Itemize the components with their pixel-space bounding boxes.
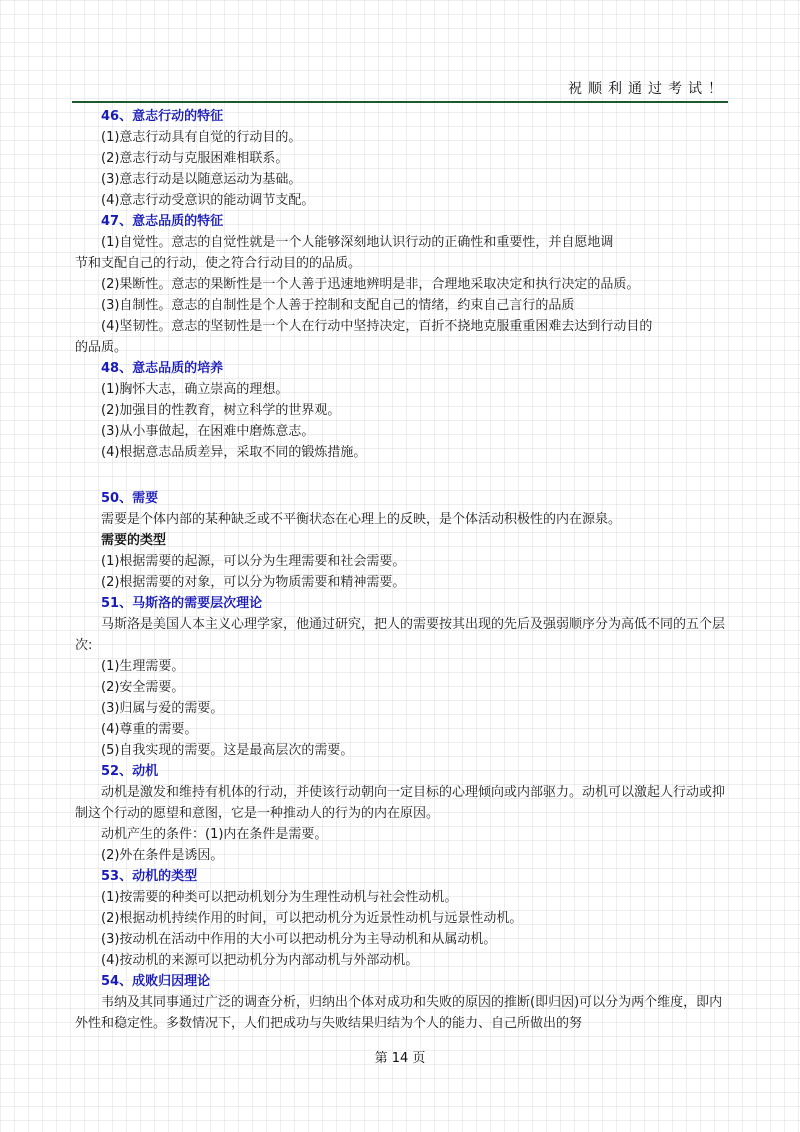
section-53-title: 53、动机的类型 xyxy=(101,869,198,884)
list-item: (2)根据动机持续作用的时间，可以把动机分为近景性动机与远景性动机。 xyxy=(101,911,523,926)
list-item: (3)按动机在活动中作用的大小可以把动机分为主导动机和从属动机。 xyxy=(101,932,497,947)
page-number: 第 14 页 xyxy=(374,1051,426,1066)
list-item: (4)尊重的需要。 xyxy=(101,722,198,737)
list-item: (4)意志行动受意识的能动调节支配。 xyxy=(101,193,315,208)
list-item: (2)外在条件是诱因。 xyxy=(101,848,224,863)
list-item: (1)根据需要的起源，可以分为生理需要和社会需要。 xyxy=(101,554,406,569)
section-54-title: 54、成败归因理论 xyxy=(101,974,211,989)
section-48-title: 48、意志品质的培养 xyxy=(101,361,224,376)
section-46-title: 46、意志行动的特征 xyxy=(101,109,224,124)
section-51-title: 51、马斯洛的需要层次理论 xyxy=(101,596,263,611)
list-item: (1)生理需要。 xyxy=(101,659,185,674)
list-item: (4)按动机的来源可以把动机分为内部动机与外部动机。 xyxy=(101,953,419,968)
definition-paragraph: 动机是激发和维持有机体的行动，并使该行动朝向一定目标的心理倾向或内部驱力。动机可以激起人行动或抑制这个行动的愿望和意图，它是一种推动人的行为的内在原因。 xyxy=(75,785,726,821)
list-item: (2)加强目的性教育，树立科学的世界观。 xyxy=(101,403,341,418)
list-item: 动机产生的条件：(1)内在条件是需要。 xyxy=(101,827,328,842)
list-item: (3)自制性。意志的自制性是个人善于控制和支配自己的情绪，约束自己言行的品质 xyxy=(101,298,575,313)
page-content xyxy=(75,106,727,1034)
list-item: (1)自觉性。意志的自觉性就是一个人能够深刻地认识行动的正确性和重要性，并自愿地调 xyxy=(101,235,614,250)
list-item: (4)根据意志品质差异，采取不同的锻炼措施。 xyxy=(101,445,367,460)
header-rule xyxy=(72,101,728,103)
list-item: (1)胸怀大志，确立崇高的理想。 xyxy=(101,382,289,397)
list-item-continued: 的品质。 xyxy=(75,340,128,355)
section-52-title: 52、动机 xyxy=(101,764,159,779)
list-item: (2)意志行动与克服困难相联系。 xyxy=(101,151,289,166)
intro-paragraph: 马斯洛是美国人本主义心理学家，他通过研究，把人的需要按其出现的先后及强弱顺序分为高低不同的五个层次: xyxy=(75,617,726,653)
list-item: (3)意志行动是以随意运动为基础。 xyxy=(101,172,302,187)
list-item: (4)坚韧性。意志的坚韧性是一个人在行动中坚持决定，百折不挠地克服重重困难去达到行动目的 xyxy=(101,319,653,334)
list-item: (2)根据需要的对象，可以分为物质需要和精神需要。 xyxy=(101,575,406,590)
body-paragraph: 韦纳及其同事通过广泛的调查分析，归纳出个体对成功和失败的原因的推断(即归因)可以分为两个维度，即内外性和稳定性。多数情况下，人们把成功与失败结果归结为个人的能力、自己所做出的努 xyxy=(75,995,723,1031)
section-47-title: 47、意志品质的特征 xyxy=(101,214,224,229)
list-item: (2)果断性。意志的果断性是一个人善于迅速地辨明是非，合理地采取决定和执行决定的品质。 xyxy=(101,277,640,292)
list-item: (3)从小事做起，在困难中磨炼意志。 xyxy=(101,424,315,439)
definition-paragraph: 需要是个体内部的某种缺乏或不平衡状态在心理上的反映，是个体活动积极性的内在源泉。 xyxy=(101,512,622,527)
list-item: (1)意志行动具有自觉的行动目的。 xyxy=(101,130,302,145)
section-50-title: 50、需要 xyxy=(101,491,159,506)
list-item-continued: 节和支配自己的行动，使之符合行动目的的品质。 xyxy=(75,256,362,271)
spacer xyxy=(75,463,727,484)
list-item: (1)按需要的种类可以把动机划分为生理性动机与社会性动机。 xyxy=(101,890,458,905)
list-item: (2)安全需要。 xyxy=(101,680,185,695)
list-item: (3)归属与爱的需要。 xyxy=(101,701,224,716)
list-item: (5)自我实现的需要。这是最高层次的需要。 xyxy=(101,743,354,758)
header-motto: 祝顺利通过考试！ xyxy=(568,81,728,97)
subsection-title: 需要的类型 xyxy=(101,533,167,548)
